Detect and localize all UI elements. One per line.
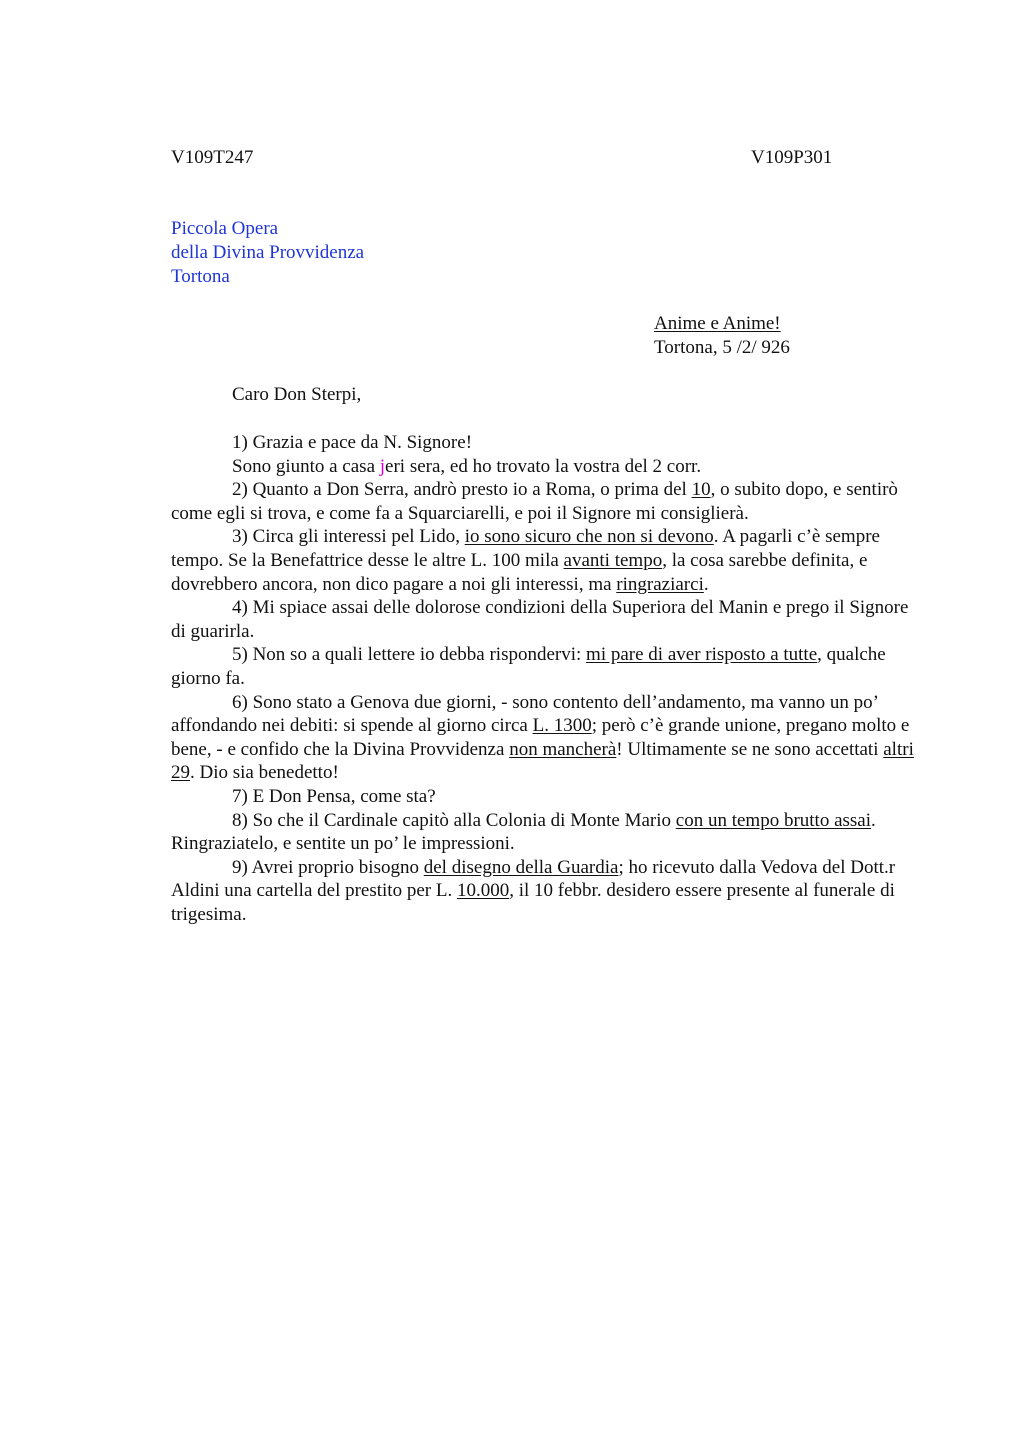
underlined-text: altri 29 — [171, 738, 914, 784]
text-segment: 8) So che il Cardinale capitò alla Colonia di Monte Mario — [232, 809, 676, 831]
text-segment: eri sera, ed ho trovato la vostra del 2 corr. — [385, 455, 702, 477]
paragraph — [171, 455, 923, 479]
text-segment: . Dio sia benedetto! — [190, 762, 339, 784]
text-segment: . A pagarli c’è sempre tempo. Se la Benefattrice desse le altre L. 100 mila — [171, 526, 880, 571]
underlined-text: con un tempo brutto assai — [675, 809, 872, 831]
paragraph — [171, 785, 923, 809]
text-segment: , la cosa sarebbe definita, e dovrebbero ancora, non dico pagare a noi gli interessi, ma — [171, 549, 868, 595]
underlined-text: L. 1300 — [532, 715, 592, 737]
text-segment: 5) Non so a quali lettere io debba rispondervi: — [232, 644, 587, 666]
letter-body — [171, 431, 923, 926]
underlined-text: avanti tempo — [563, 549, 663, 571]
text-segment: 1) Grazia e pace da N. Signore! — [232, 432, 473, 453]
motto: Anime e Anime! — [654, 313, 781, 334]
paragraph — [171, 856, 923, 927]
letterhead-line-2: della Divina Provvidenza — [171, 242, 365, 263]
underlined-text: 10.000 — [456, 880, 510, 902]
document-code-right: V109P301 — [751, 147, 833, 168]
paragraph — [171, 596, 923, 643]
text-segment: . Ringraziatelo, e sentite un po’ le impressioni. — [171, 809, 876, 855]
letterhead-line-3: Tortona — [171, 266, 230, 287]
text-segment: , qualche giorno fa. — [171, 644, 886, 689]
underlined-text: 10 — [691, 479, 711, 501]
text-segment: ; però c’è grande unione, pregano molto e bene, - e confido che la Divina Provvidenza — [171, 715, 910, 760]
letterhead-line-1: Piccola Opera — [171, 218, 279, 239]
underlined-text: mi pare di aver risposto a tutte — [586, 644, 818, 666]
highlighted-letter: j — [379, 455, 386, 477]
underlined-text: io sono sicuro che non si devono — [464, 526, 714, 548]
paragraph — [171, 478, 923, 525]
paragraph — [171, 809, 923, 856]
text-segment: . — [703, 573, 709, 595]
underlined-text: ringraziarci — [616, 573, 704, 595]
text-segment: 2) Quanto a Don Serra, andrò presto io a Roma, o prima del — [232, 479, 692, 501]
text-segment: , il 10 febbr. desidero essere presente al funerale di trigesima. — [171, 880, 895, 925]
underlined-text: del disegno della Guardia — [423, 856, 619, 878]
text-segment: , o subito dopo, e sentirò come egli si trova, e come fa a Squarciarelli, e poi il Signore mi consiglierà. — [171, 479, 898, 524]
text-segment: 6) Sono stato a Genova due giorni, - sono contento dell’andamento, ma vanno un po’ affondando nei debiti: si spende al giorno circa — [171, 691, 878, 737]
document-code-left: V109T247 — [171, 147, 254, 168]
text-segment: 3) Circa gli interessi pel Lido, — [232, 526, 465, 548]
text-segment: ! Ultimamente se ne sono accettati — [616, 738, 884, 760]
text-segment: Sono giunto a casa — [232, 455, 380, 477]
paragraph — [171, 643, 923, 690]
text-segment: 4) Mi spiace assai delle dolorose condizioni della Superiora del Manin e prego il Signore di guarirla. — [171, 597, 909, 642]
text-segment: 9) Avrei proprio bisogno — [232, 856, 424, 878]
place-date: Tortona, 5 /2/ 926 — [654, 337, 790, 358]
paragraph — [171, 691, 923, 785]
paragraph — [171, 431, 923, 455]
text-segment: ; ho ricevuto dalla Vedova del Dott.r Aldini una cartella del prestito per L. — [171, 856, 896, 902]
salutation: Caro Don Sterpi, — [232, 384, 362, 405]
paragraph — [171, 525, 923, 596]
underlined-text: non mancherà — [509, 738, 617, 760]
text-segment: 7) E Don Pensa, come sta? — [232, 785, 436, 807]
